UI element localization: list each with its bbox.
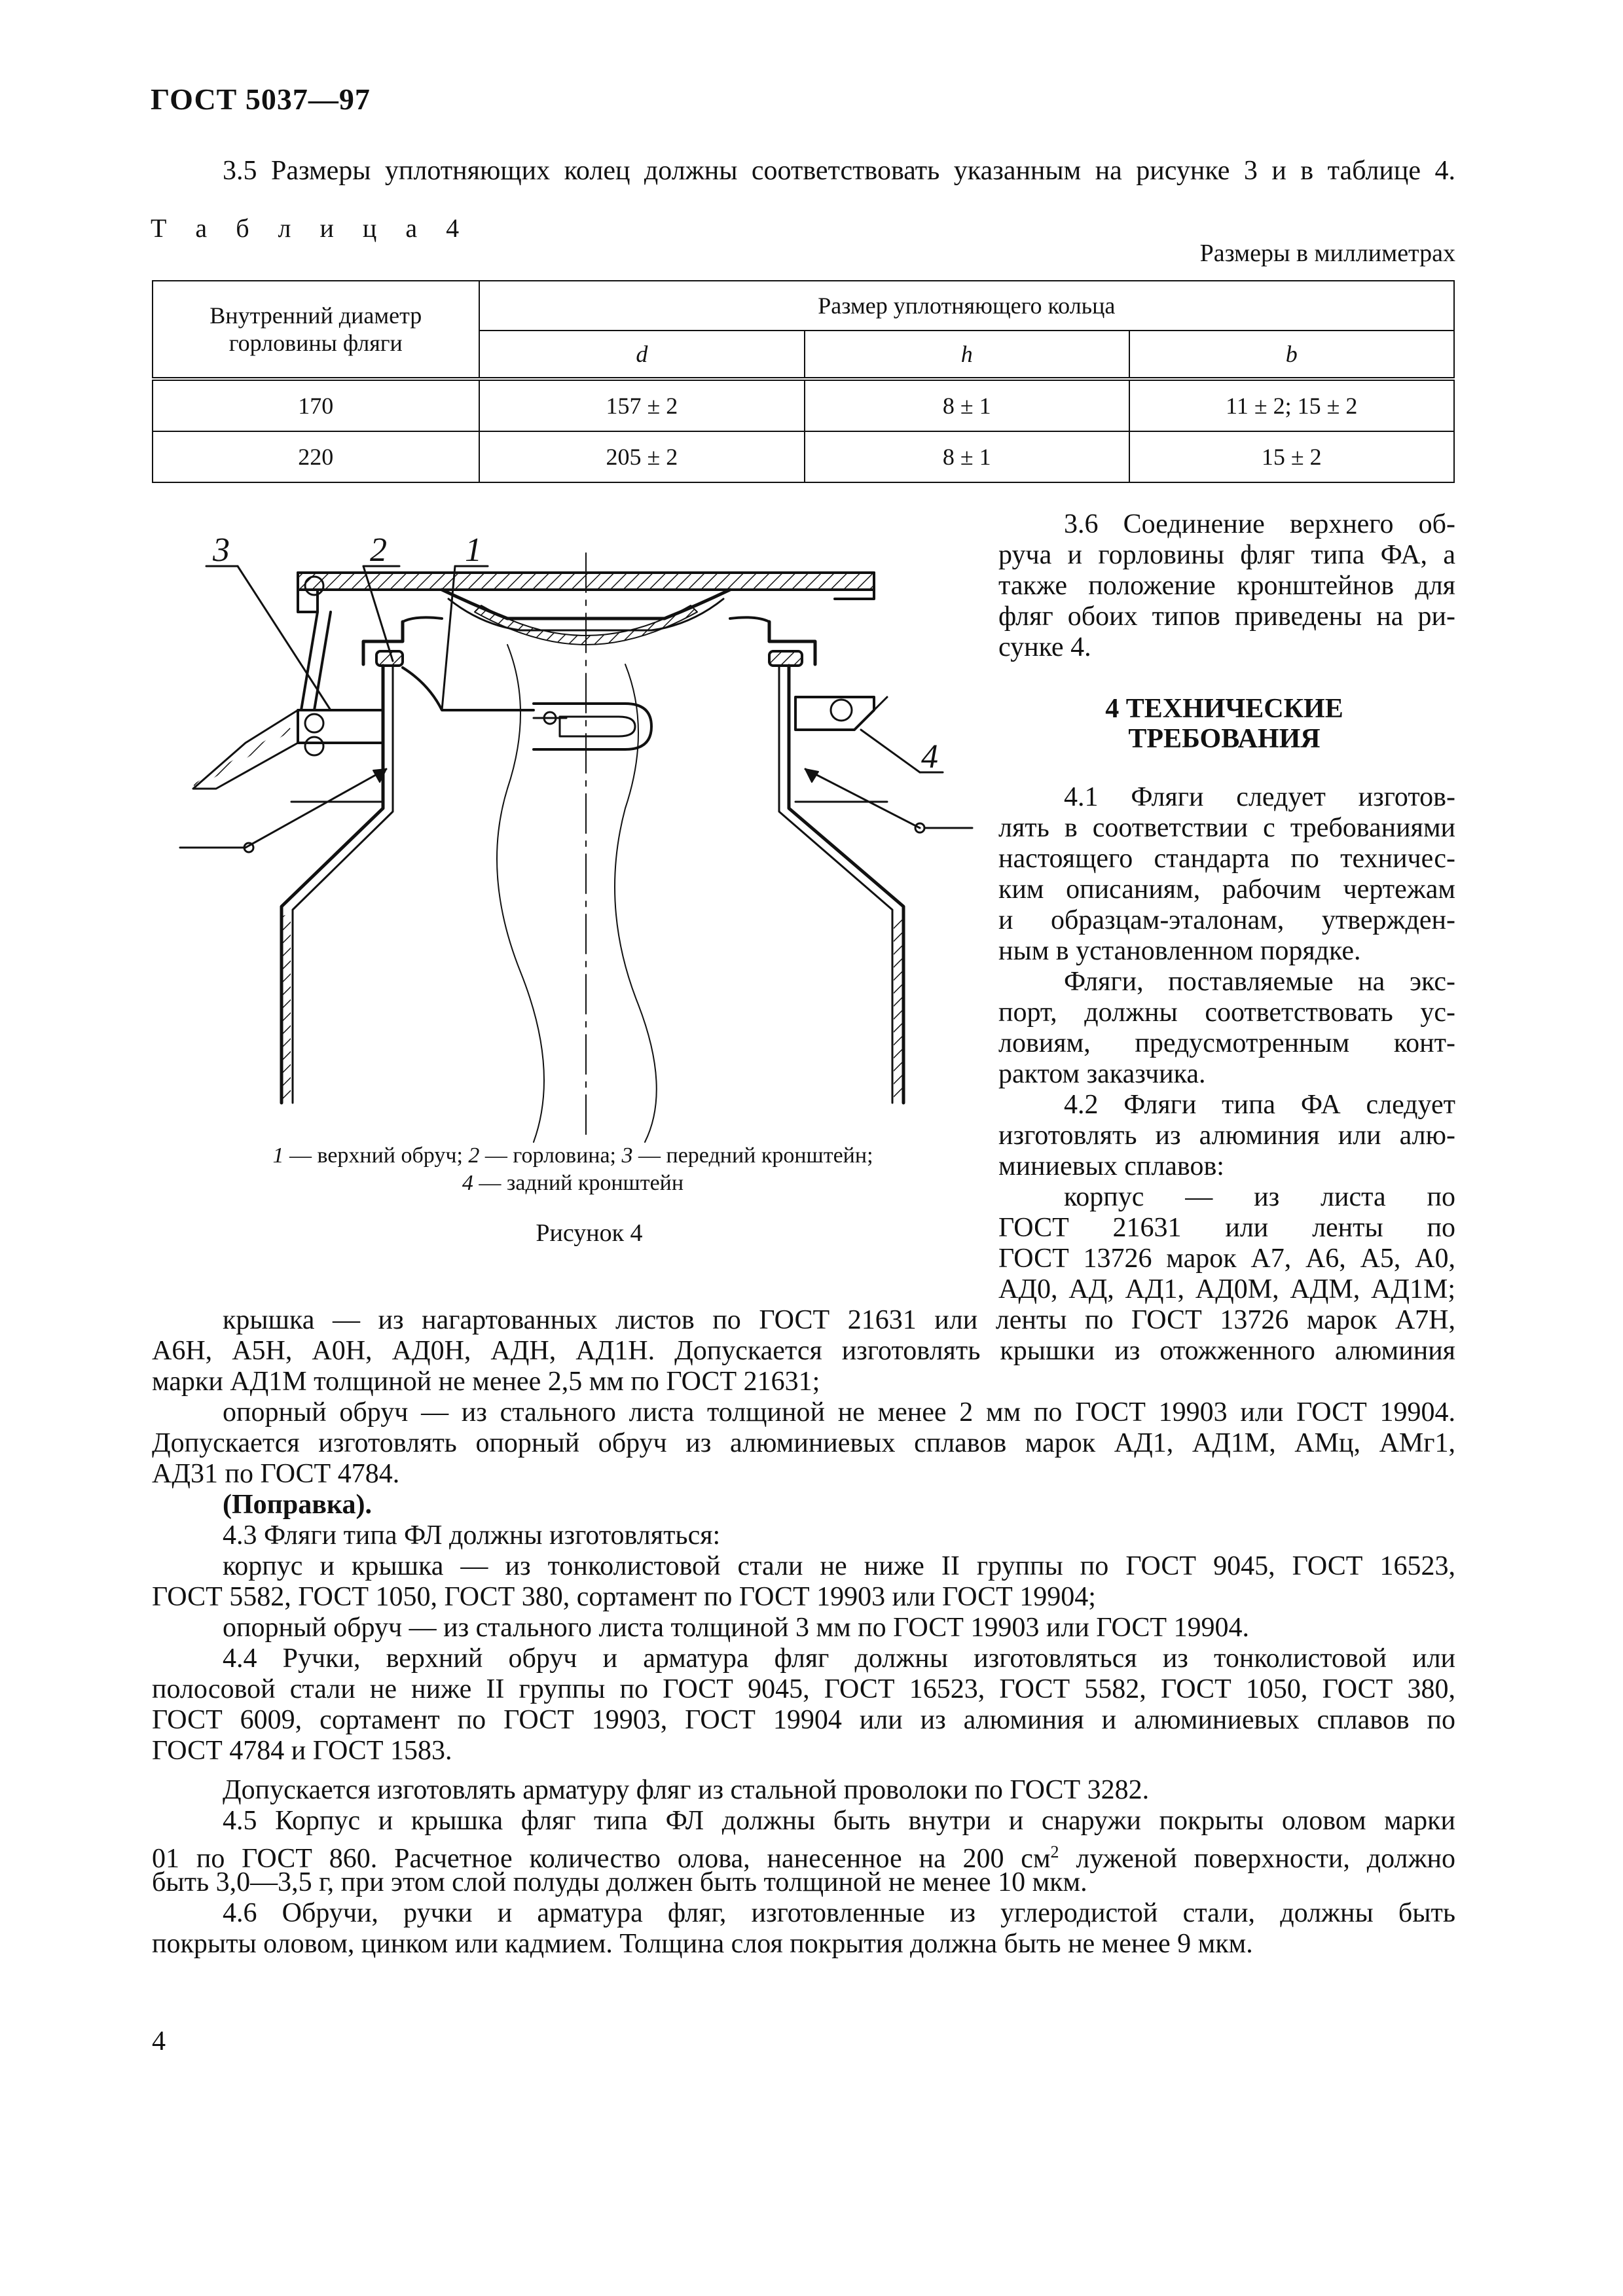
clause-3-6-line: сунке 4. [998, 632, 1091, 662]
body-line: ГОСТ 5582, ГОСТ 1050, ГОСТ 380, сортамент по ГОСТ 19903 или ГОСТ 19904; [152, 1582, 1096, 1612]
clause-4-1-line: лять в соответствии с требованиями [998, 813, 1455, 843]
clause-4-2-line: 4.2 Фляги типа ФА следует [1064, 1090, 1455, 1120]
table-units: Размеры в миллиметрах [1199, 240, 1455, 267]
body-line: ГОСТ 4784 и ГОСТ 1583. [152, 1736, 452, 1766]
table-cell: 8 ± 1 [805, 379, 1129, 431]
body-line: 01 по ГОСТ 860. Расчетное количество олова, нанесенное на 200 $см^2$ луженой поверхности, должно [152, 1842, 1455, 1874]
clause-4-1-line: настоящего стандарта по техничес- [998, 844, 1455, 874]
clause-3-6-line: 3.6 Соединение верхнего об- [1064, 509, 1455, 539]
table-header-ring-size: Размер уплотняющего кольца [479, 281, 1454, 331]
lid-plate [298, 573, 874, 590]
body-line: Допускается изготовлять арматуру фляг из стальной проволоки по ГОСТ 3282. [223, 1775, 1150, 1805]
clause-4-1b-line: рактом заказчика. [998, 1059, 1206, 1089]
table-header-h: h [805, 331, 1129, 379]
clause-4-1-line: ным в установленном порядке. [998, 936, 1361, 966]
body-line: полосовой стали не ниже II группы по ГОСТ 9045, ГОСТ 16523, ГОСТ 5582, ГОСТ 1050, ГОСТ 380, [152, 1674, 1455, 1704]
clause-3-5: 3.5 Размеры уплотняющих колец должны соответствовать указанным на рисунке 3 и в таблице 4. [223, 156, 1455, 186]
clause-4-2-line: изготовлять из алюминия или алю- [998, 1121, 1455, 1151]
clause-4-1-line: ким описаниям, рабочим чертежам [998, 874, 1455, 905]
callout-3: 3 [213, 531, 230, 569]
section-4-heading: 4 ТЕХНИЧЕСКИЕ ТРЕБОВАНИЯ [1105, 694, 1343, 754]
table-header-b: b [1129, 331, 1455, 379]
table-caption: Т а б л и ц а 4 [151, 213, 471, 243]
body-line: покрыты оловом, цинком или кадмием. Толщина слоя покрытия должна быть не менее 9 мкм. [152, 1929, 1253, 1959]
clause-4-2-line: миниевых сплавов: [998, 1151, 1224, 1181]
body-line: марки АД1М толщиной не менее 2,5 мм по ГОСТ 21631; [152, 1367, 820, 1397]
table-header-d: d [479, 331, 805, 379]
figure-legend-line-2: 4 — задний кронштейн [462, 1171, 684, 1195]
clause-4-2-line: ГОСТ 13726 марок А7, А6, А5, А0, [998, 1244, 1455, 1274]
figure-legend-line-1: 1 — верхний обруч; 2 — горловина; 3 — передний кронштейн; [272, 1143, 873, 1168]
body-line: 4.6 Обручи, ручки и арматура фляг, изготовленные из углеродистой стали, должны быть [223, 1898, 1455, 1928]
clause-3-6-line: также положение кронштейнов для [998, 571, 1455, 601]
body-line: АД31 по ГОСТ 4784. [152, 1459, 400, 1489]
body-line: опорный обруч — из стального листа толщиной 3 мм по ГОСТ 19903 или ГОСТ 19904. [223, 1613, 1250, 1643]
amendment-note: (Поправка). [223, 1490, 372, 1520]
table-cell: 205 ± 2 [479, 431, 805, 482]
table-cell: 11 ± 2; 15 ± 2 [1129, 379, 1455, 431]
body-line: 4.3 Фляги типа ФЛ должны изготовляться: [223, 1520, 721, 1551]
clause-4-1-line: 4.1 Фляги следует изготов- [1064, 782, 1455, 812]
clause-4-2-line: ГОСТ 21631 или ленты по [998, 1213, 1455, 1243]
body-line: быть 3,0—3,5 г, при этом слой полуды должен быть толщиной не менее 10 мкм. [152, 1867, 1087, 1897]
table-header-neck-diameter: Внутренний диаметр горловины фляги [153, 281, 479, 379]
clause-3-6-line: руча и горловины фляг типа ФА, а [998, 540, 1455, 570]
table-row [153, 379, 1454, 431]
flask-neck-drawing [167, 514, 979, 1155]
table-row [153, 431, 1454, 482]
clause-4-2-line: АД0, АД, АД1, АД0М, АДМ, АД1М; [998, 1274, 1455, 1304]
table-cell: 157 ± 2 [479, 379, 805, 431]
body-line: А6Н, А5Н, А0Н, АД0Н, АДН, АД1Н. Допускается изготовлять крышки из отожженного алюминия [152, 1336, 1455, 1366]
clause-4-1b-line: порт, должны соответствовать ус- [998, 997, 1455, 1028]
callout-1: 1 [465, 531, 482, 569]
body-line: ГОСТ 6009, сортамент по ГОСТ 19903, ГОСТ 19904 или из алюминия и алюминиевых сплавов по [152, 1705, 1455, 1735]
clause-4-1-line: и образцам-эталонам, утвержден- [998, 905, 1455, 935]
table-cell: 170 [153, 379, 479, 431]
page-number: 4 [152, 2026, 166, 2056]
body-line: крышка — из нагартованных листов по ГОСТ 21631 или ленты по ГОСТ 13726 марок А7Н, [223, 1305, 1455, 1335]
document-header: ГОСТ 5037—97 [151, 82, 371, 116]
callout-4: 4 [921, 738, 938, 776]
body-line: 4.4 Ручки, верхний обруч и арматура фляг должны изготовляться из тонколистовой или [223, 1643, 1455, 1674]
body-line: Допускается изготовлять опорный обруч из алюминиевых сплавов марок АД1, АД1М, АМц, АМг1, [152, 1428, 1455, 1458]
clause-4-1b-line: Фляги, поставляемые на экс- [1064, 967, 1455, 997]
sealing-ring-right [769, 651, 802, 666]
callout-2: 2 [370, 531, 387, 569]
table-cell: 220 [153, 431, 479, 482]
clause-3-6-line: фляг обоих типов приведены на ри- [998, 601, 1455, 632]
body-line: опорный обруч — из стального листа толщиной не менее 2 мм по ГОСТ 19903 или ГОСТ 19904. [223, 1397, 1455, 1427]
figure-label: Рисунок 4 [536, 1219, 643, 1247]
clause-4-2-line: корпус — из листа по [1064, 1182, 1455, 1212]
body-line: 4.5 Корпус и крышка фляг типа ФЛ должны быть внутри и снаружи покрыты оловом марки [223, 1806, 1455, 1836]
figure-legend [223, 1142, 923, 1197]
ring-dimensions-table [152, 280, 1455, 483]
table-cell: 8 ± 1 [805, 431, 1129, 482]
body-line: корпус и крышка — из тонколистовой стали не ниже II группы по ГОСТ 9045, ГОСТ 16523, [223, 1551, 1455, 1581]
clause-4-1b-line: ловиям, предусмотренным конт- [998, 1028, 1455, 1058]
table-cell: 15 ± 2 [1129, 431, 1455, 482]
